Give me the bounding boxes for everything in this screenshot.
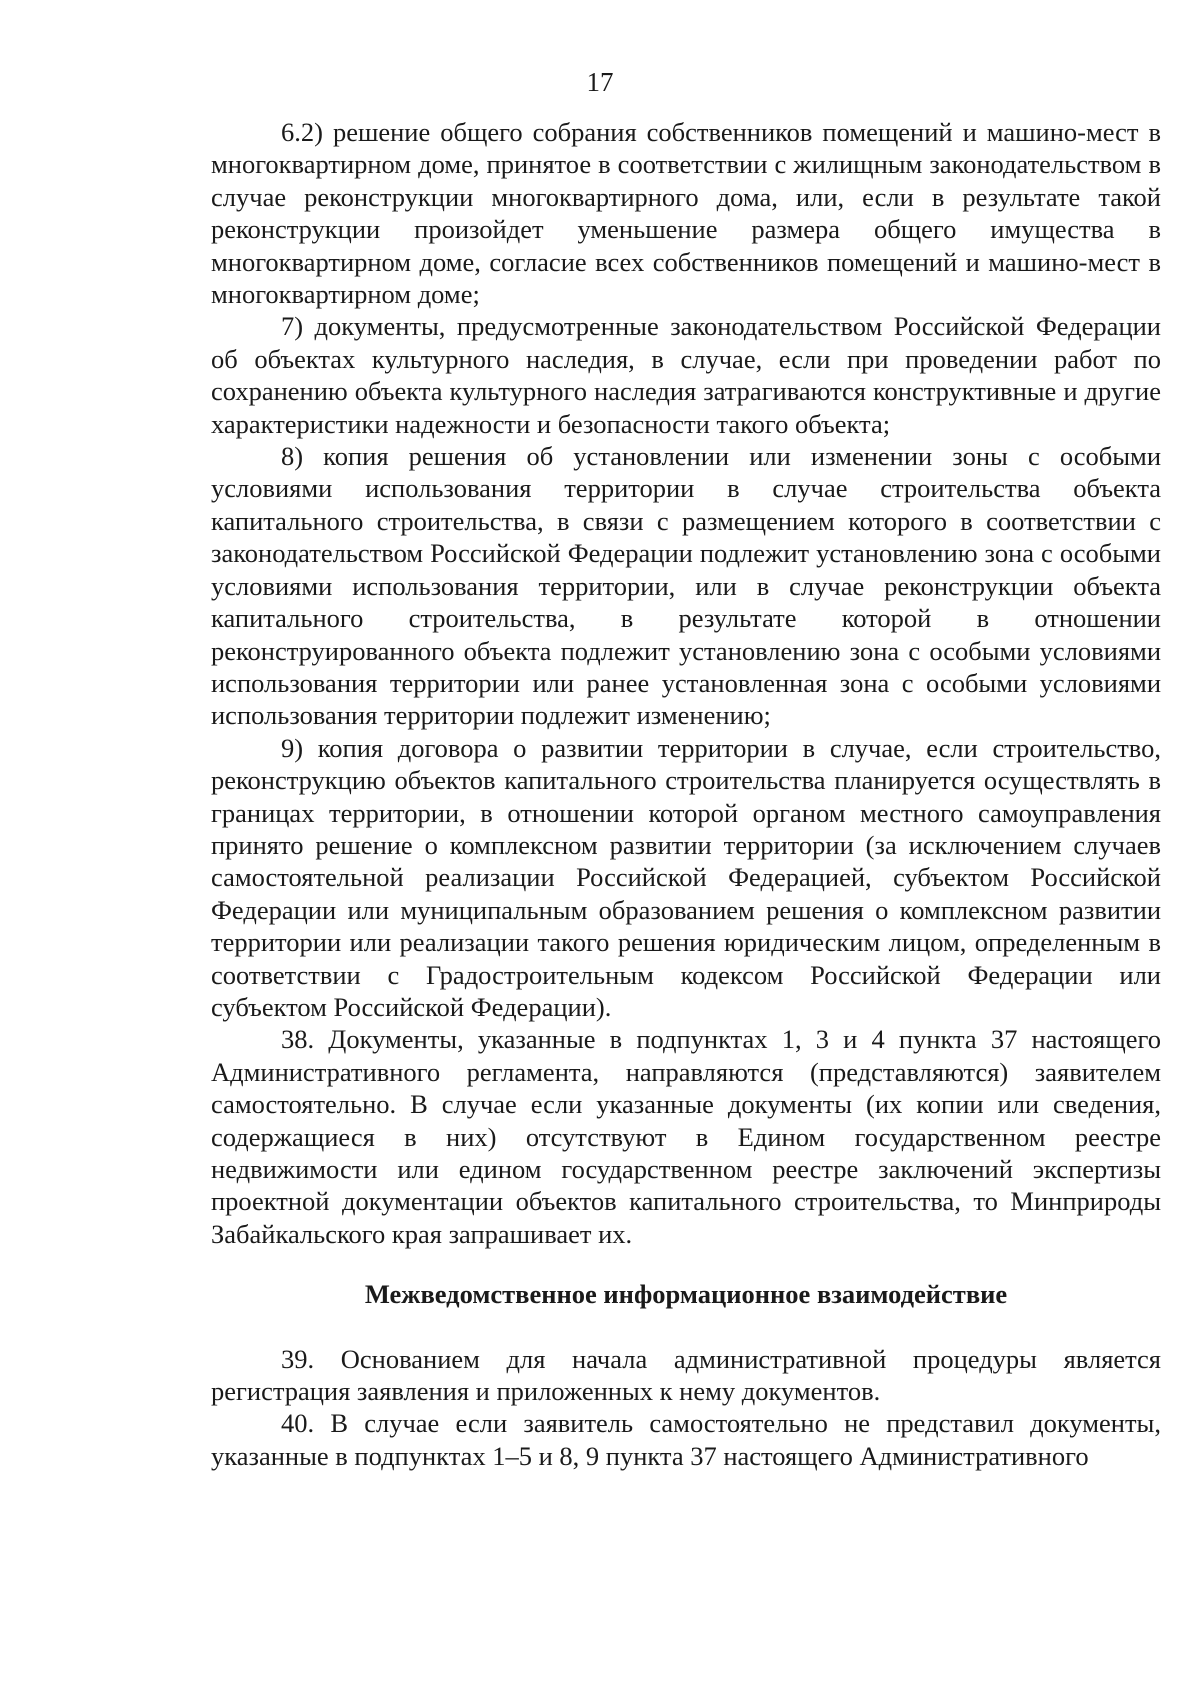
- paragraph-9: 9) копия договора о развитии территории в случае, если строительство, реконструкцию объектов капитального строительства планируется осуществлять в границах территории, в отношении которой органом местного самоуправления принято решение о комплексном развитии территории (за исключением случаев самостоятельной реализации Российской Федерацией, субъектом Российской Федерации или муниципальным образованием решения о комплексном развитии территории или реализации такого решения юридическим лицом, определенным в соответствии с Градостроительным кодексом Российской Федерации или субъектом Российской Федерации).: [211, 732, 1161, 1022]
- paragraph-6-2: 6.2) решение общего собрания собственников помещений и машино-мест в многоквартирном доме, принятое в соответствии с жилищным законодательством в случае реконструкции многоквартирного дома, или, если в результате такой реконструкции произойдет уменьшение размера общего имущества в многоквартирном доме, согласие всех собственников помещений и машино-мест в многоквартирном доме;: [211, 117, 1161, 310]
- paragraph-38: 38. Документы, указанные в подпунктах 1, 3 и 4 пункта 37 настоящего Административного регламента, направляются (представляются) заявителем самостоятельно. В случае если указанные документы (их копии или сведения, содержащиеся в них) отсутствуют в Едином государственном реестре недвижимости или едином государственном реестре заключений экспертизы проектной документации объектов капитального строительства, то Минприроды Забайкальского края запрашивает их.: [211, 1024, 1161, 1249]
- paragraph-8: 8) копия решения об установлении или изменении зоны с особыми условиями использования территории в случае строительства объекта капитального строительства, в связи с размещением которого в соответствии с законодательством Российской Федерации подлежит установлению зона с особыми условиями использования территории, или в случае реконструкции объекта капитального строительства, в результате которой в отношении реконструированного объекта подлежит установлению зона с особыми условиями использования территории или ранее установленная зона с особыми условиями использования территории подлежит изменению;: [211, 441, 1161, 731]
- page-number: 17: [586, 67, 614, 97]
- section-heading: Межведомственное информационное взаимодействие: [364, 1279, 1008, 1310]
- paragraph-40: 40. В случае если заявитель самостоятельно не представил документы, указанные в подпунктах 1–5 и 8, 9 пункта 37 настоящего Административного: [211, 1408, 1161, 1471]
- document-body: [211, 116, 1161, 1472]
- paragraph-7: 7) документы, предусмотренные законодательством Российской Федерации об объектах культурного наследия, в случае, если при проведении работ по сохранению объекта культурного наследия затрагиваются конструктивные и другие характеристики надежности и безопасности такого объекта;: [211, 311, 1161, 439]
- paragraph-39: 39. Основанием для начала административной процедуры является регистрация заявления и приложенных к нему документов.: [211, 1343, 1161, 1407]
